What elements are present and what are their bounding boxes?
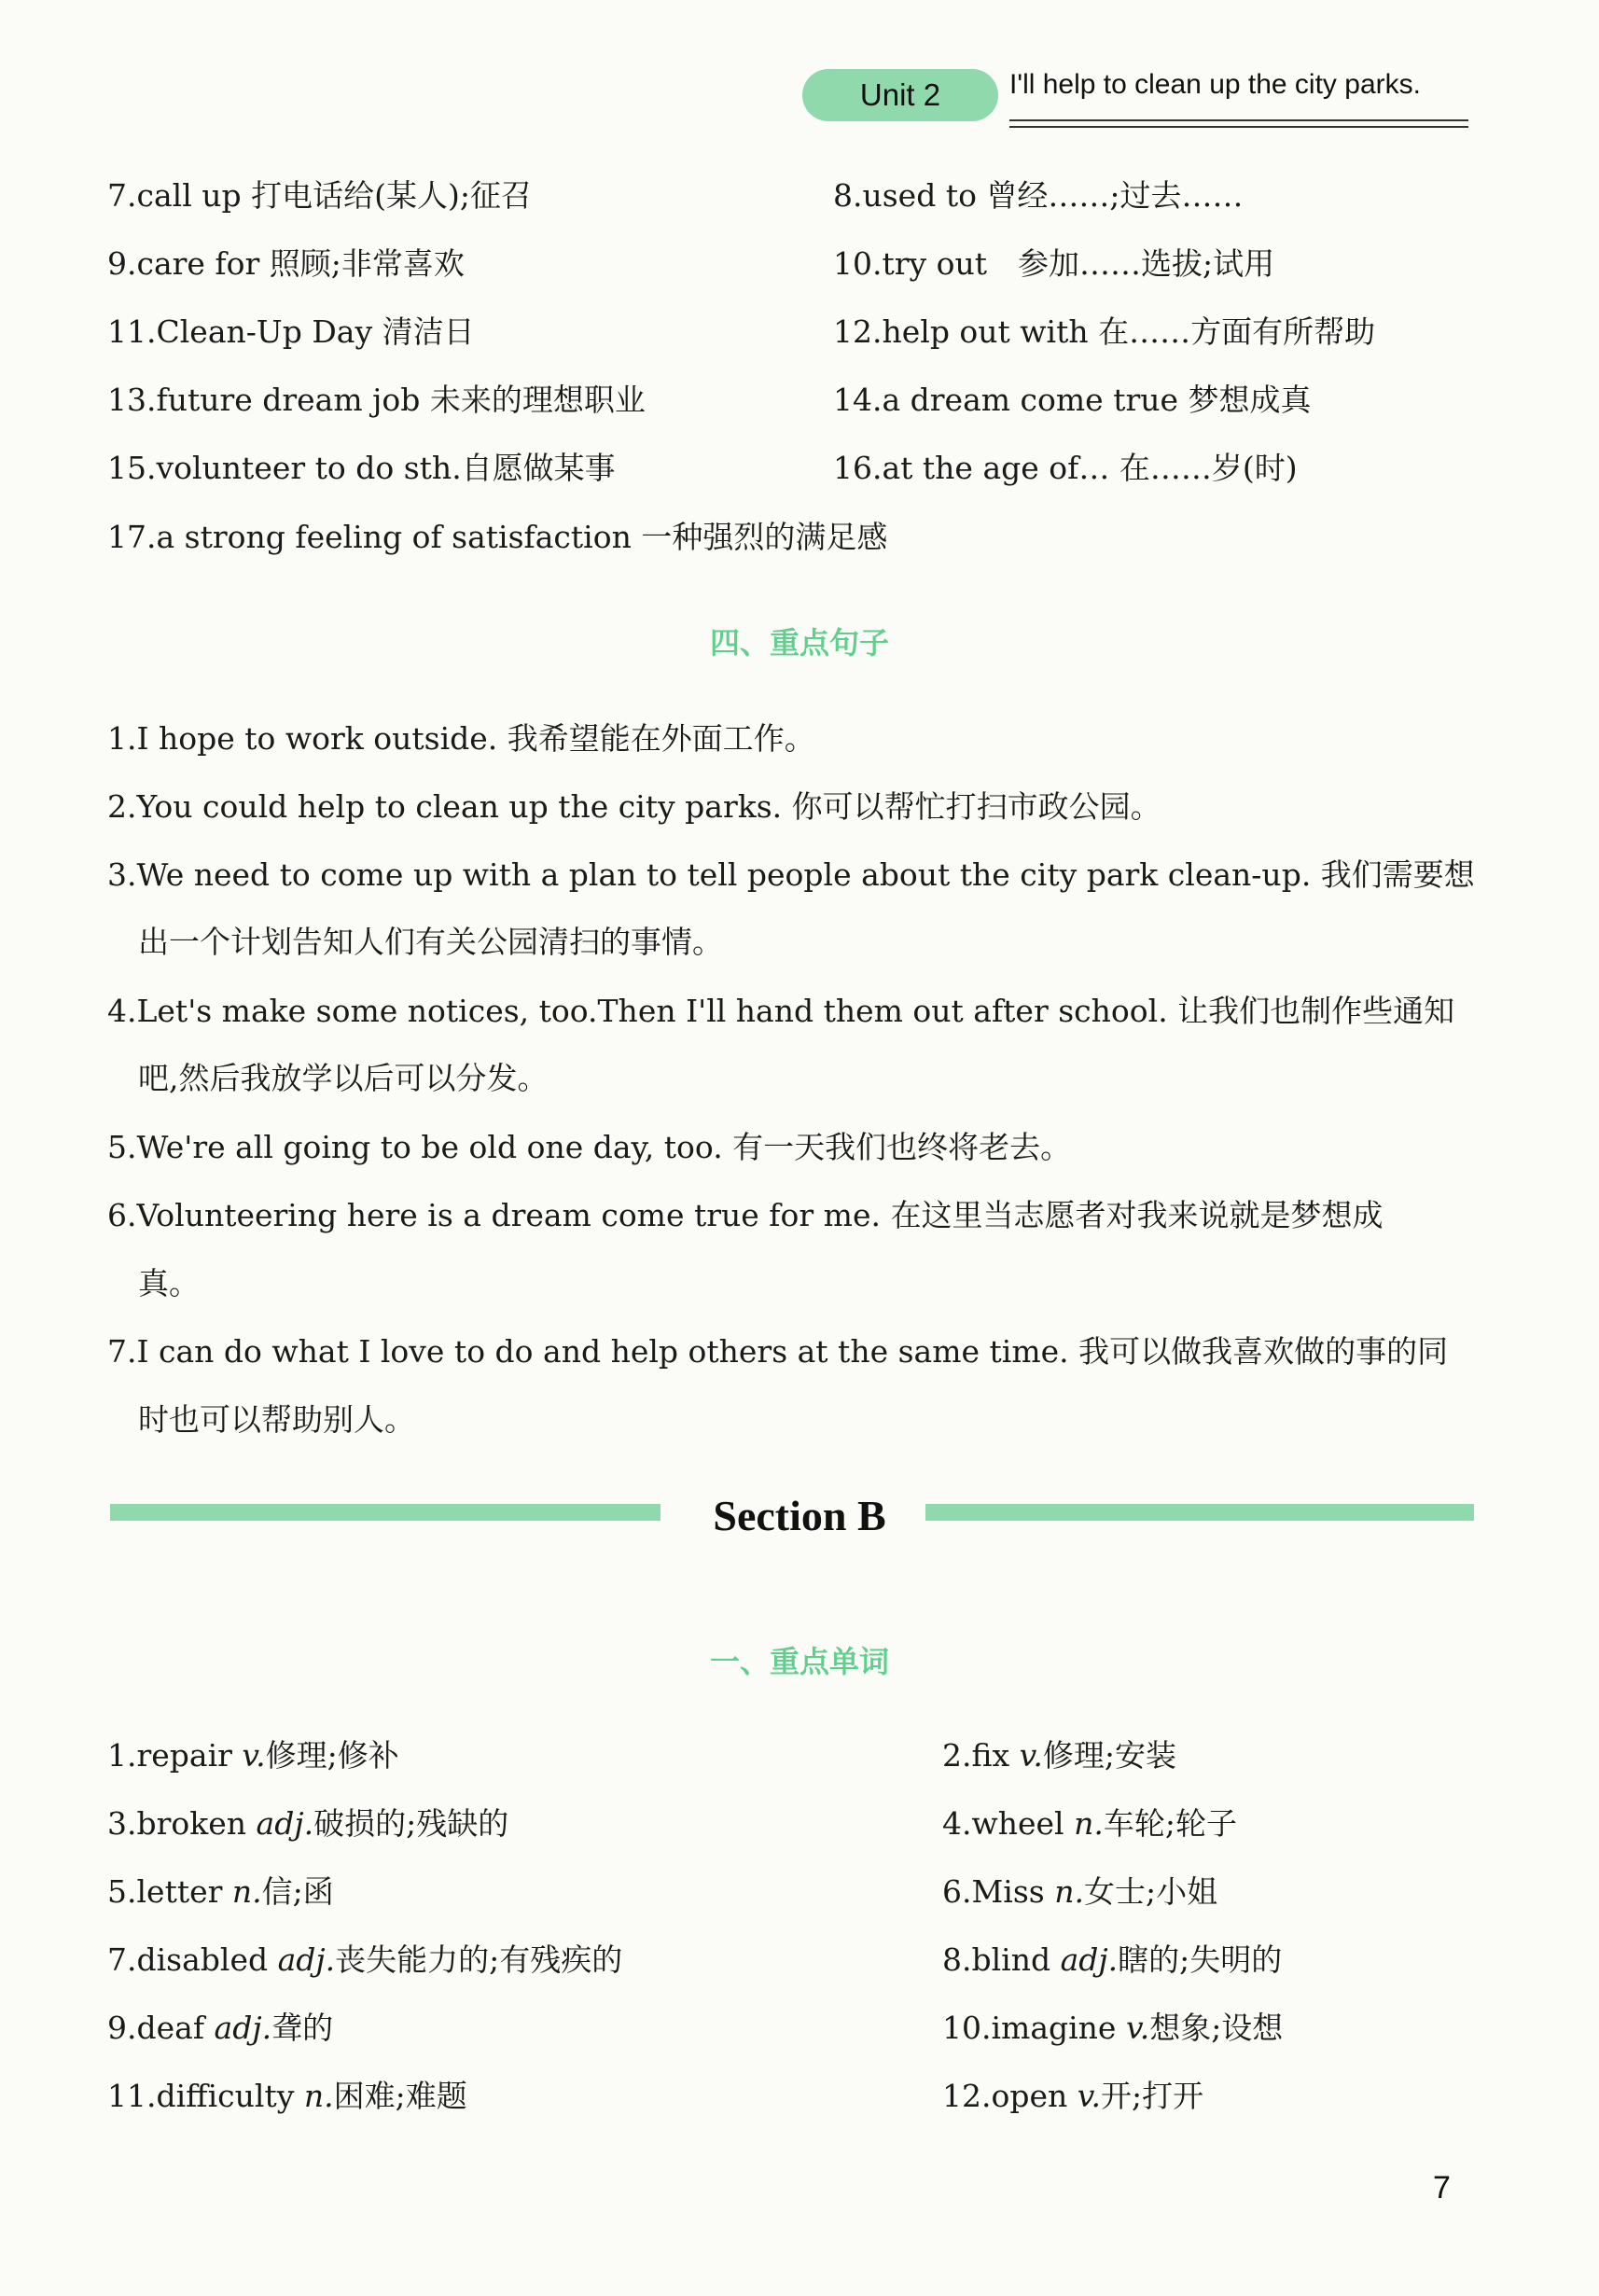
phrase-item: 13.future dream job 未来的理想职业: [107, 382, 646, 418]
sentence-continuation: 真。: [138, 1265, 200, 1301]
sentences-heading: 四、重点句子: [709, 625, 889, 661]
header-rule: [1009, 119, 1468, 121]
sentence-item: 4.Let's make some notices, too.Then I'll hand them out after school. 让我们也制作些通知: [107, 993, 1455, 1029]
unit-title: I'll help to clean up the city parks.: [1009, 69, 1421, 100]
phrase-item: 10.try out 参加……选拔;试用: [833, 245, 1275, 282]
sentence-item: 1.I hope to work outside. 我希望能在外面工作。: [107, 720, 815, 757]
sentence-item: 6.Volunteering here is a dream come true for me. 在这里当志愿者对我来说就是梦想成: [107, 1197, 1383, 1233]
phrase-item: 11.Clean-Up Day 清洁日: [107, 313, 475, 350]
sentence-item: 2.You could help to clean up the city parks. 你可以帮忙打扫市政公园。: [107, 788, 1161, 825]
sentence-item: 7.I can do what I love to do and help others at the same time. 我可以做我喜欢做的事的同: [107, 1333, 1449, 1370]
word-item: 6.Miss n.女士;小姐: [942, 1873, 1218, 1910]
phrase-item: 12.help out with 在……方面有所帮助: [833, 313, 1376, 350]
word-item: 5.letter n.信;函: [107, 1873, 334, 1910]
section-b-title: Section B: [713, 1492, 886, 1539]
sentence-continuation: 时也可以帮助别人。: [138, 1401, 415, 1438]
sentence-continuation: 出一个计划告知人们有关公园清扫的事情。: [138, 924, 723, 960]
phrase-item: 7.call up 打电话给(某人);征召: [107, 177, 532, 214]
phrase-item: 9.care for 照顾;非常喜欢: [107, 245, 465, 282]
word-item: 2.fix v.修理;安装: [942, 1737, 1176, 1774]
word-item: 10.imagine v.想象;设想: [942, 2010, 1284, 2046]
phrase-item: 17.a strong feeling of satisfaction 一种强烈的满足感: [107, 519, 888, 555]
words-heading: 一、重点单词: [709, 1644, 889, 1679]
word-item: 9.deaf adj.聋的: [107, 2010, 334, 2046]
word-item: 11.difficulty n.困难;难题: [107, 2078, 467, 2114]
word-item: 1.repair v.修理;修补: [107, 1737, 399, 1774]
word-item: 4.wheel n.车轮;轮子: [942, 1805, 1237, 1842]
header-rule: [1009, 126, 1468, 128]
phrase-item: 14.a dream come true 梦想成真: [833, 382, 1312, 418]
sentence-item: 5.We're all going to be old one day, too. 有一天我们也终将老去。: [107, 1129, 1072, 1165]
word-item: 8.blind adj.瞎的;失明的: [942, 1941, 1283, 1978]
sentence-item: 3.We need to come up with a plan to tell people about the city park clean-up. 我们需要想: [107, 856, 1475, 893]
word-item: 3.broken adj.破损的;残缺的: [107, 1805, 509, 1842]
page-number: 7: [1433, 2170, 1451, 2206]
unit-badge: Unit 2: [802, 69, 998, 121]
word-item: 12.open v.开;打开: [942, 2078, 1204, 2114]
phrase-item: 16.at the age of… 在……岁(时): [833, 450, 1298, 486]
sentence-continuation: 吧,然后我放学以后可以分发。: [138, 1060, 549, 1096]
phrase-item: 15.volunteer to do sth.自愿做某事: [107, 450, 616, 486]
phrase-item: 8.used to 曾经……;过去……: [833, 177, 1244, 214]
word-item: 7.disabled adj.丧失能力的;有残疾的: [107, 1941, 623, 1978]
